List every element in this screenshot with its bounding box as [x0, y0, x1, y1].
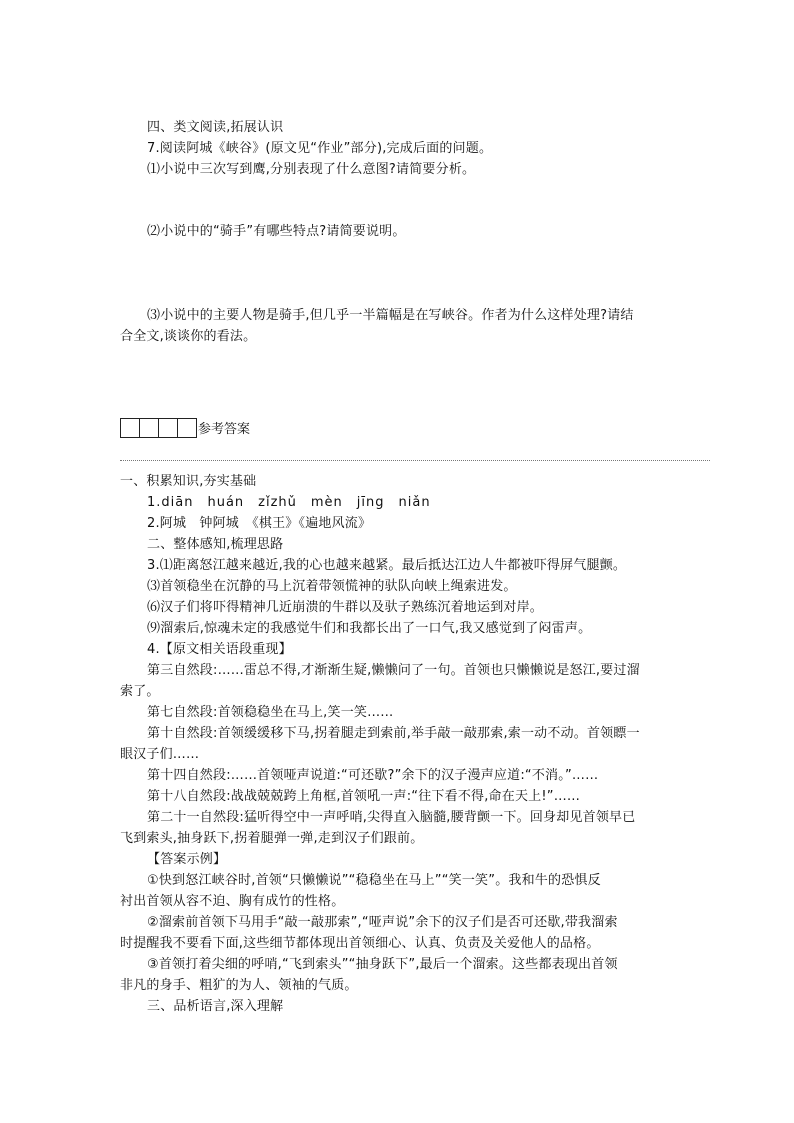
answer-4: 4.【原文相关语段重现】	[147, 642, 292, 657]
question-7-3-line2: 合全文,谈谈你的看法。	[120, 329, 257, 344]
paragraph-18: 第十八自然段:战战兢兢跨上角框,首领吼一声:“往下看不得,命在天上!”……	[147, 789, 581, 804]
answer-3-3: ⑶首领稳坐在沉静的马上沉着带领慌神的驮队向峡上绳索进发。	[147, 579, 517, 594]
question-7-2: ⑵小说中的“骑手”有哪些特点?请简要说明。	[147, 224, 406, 239]
header-box	[120, 418, 140, 438]
example-label: 【答案示例】	[147, 852, 227, 867]
answer-2: 2.阿城 钟阿城 《棋王》《遍地风流》	[147, 516, 372, 531]
example-3-line2: 非凡的身手、粗犷的为人、领袖的气质。	[120, 978, 358, 993]
question-7: 7.阅读阿城《峡谷》(原文见“作业”部分),完成后面的问题。	[147, 141, 493, 156]
answer-header-label: 参考答案	[198, 422, 251, 437]
question-7-1: ⑴小说中三次写到鹰,分别表现了什么意图?请简要分析。	[147, 162, 476, 177]
paragraph-7: 第七自然段:首领稳稳坐在马上,笑一笑……	[147, 705, 394, 720]
example-2-line1: ②溜索前首领下马用手“敲一敲那索”,“哑声说”余下的汉子们是否可还歇,带我溜索	[147, 915, 618, 930]
section-heading: 四、类文阅读,拓展认识	[147, 120, 284, 135]
dotted-divider	[120, 460, 710, 461]
paragraph-21-line1: 第二十一自然段:猛听得空中一声呼哨,尖得直入脑髓,腰背颤一下。回身却见首领早已	[147, 810, 636, 825]
paragraph-3-line1: 第三自然段:……雷总不得,才渐渐生疑,懒懒问了一句。首领也只懒懒说是怒江,要过溜	[147, 663, 640, 678]
answer-header-boxes	[120, 418, 196, 438]
answers-section-3: 三、品析语言,深入理解	[147, 999, 284, 1014]
answers-section-2: 二、整体感知,梳理思路	[147, 537, 284, 552]
answer-3-9: ⑼溜索后,惊魂未定的我感觉牛们和我都长出了一口气,我又感觉到了闷雷声。	[147, 621, 592, 636]
paragraph-10-line2: 眼汉子们……	[120, 747, 200, 762]
header-box	[177, 418, 197, 438]
answers-section-1: 一、积累知识,夯实基础	[120, 474, 257, 489]
paragraph-3-line2: 索了。	[120, 684, 160, 699]
example-1-line1: ①快到怒江峡谷时,首领“只懒懒说”“稳稳坐在马上”“笑一笑”。我和牛的恐惧反	[147, 873, 601, 888]
example-3-line1: ③首领打着尖细的呼哨,“飞到索头”“抽身跃下”,最后一个溜索。这些都表现出首领	[147, 957, 618, 972]
paragraph-10-line1: 第十自然段:首领缓缓移下马,拐着腿走到索前,举手敲一敲那索,索一动不动。首领瞟一	[147, 726, 640, 741]
header-box	[158, 418, 178, 438]
question-7-3-line1: ⑶小说中的主要人物是骑手,但几乎一半篇幅是在写峡谷。作者为什么这样处理?请结	[147, 308, 634, 323]
example-2-line2: 时提醒我不要看下面,这些细节都体现出首领细心、认真、负责及关爱他人的品格。	[120, 936, 600, 951]
answer-1: 1.diān huán zǐzhǔ mèn jīng niǎn	[147, 495, 431, 510]
answer-3-1: 3.⑴距离怒江越来越近,我的心也越来越紧。最后抵达江边人牛都被吓得屏气腿颤。	[147, 558, 627, 573]
answer-3-6: ⑹汉子们将吓得精神几近崩溃的牛群以及驮子熟练沉着地运到对岸。	[147, 600, 544, 615]
example-1-line2: 衬出首领从容不迫、胸有成竹的性格。	[120, 894, 345, 909]
header-box	[139, 418, 159, 438]
paragraph-21-line2: 飞到索头,抽身跃下,拐着腿弹一弹,走到汉子们跟前。	[120, 831, 424, 846]
paragraph-14: 第十四自然段:……首领哑声说道:“可还歇?”余下的汉子漫声应道:“不消。”……	[147, 768, 599, 783]
